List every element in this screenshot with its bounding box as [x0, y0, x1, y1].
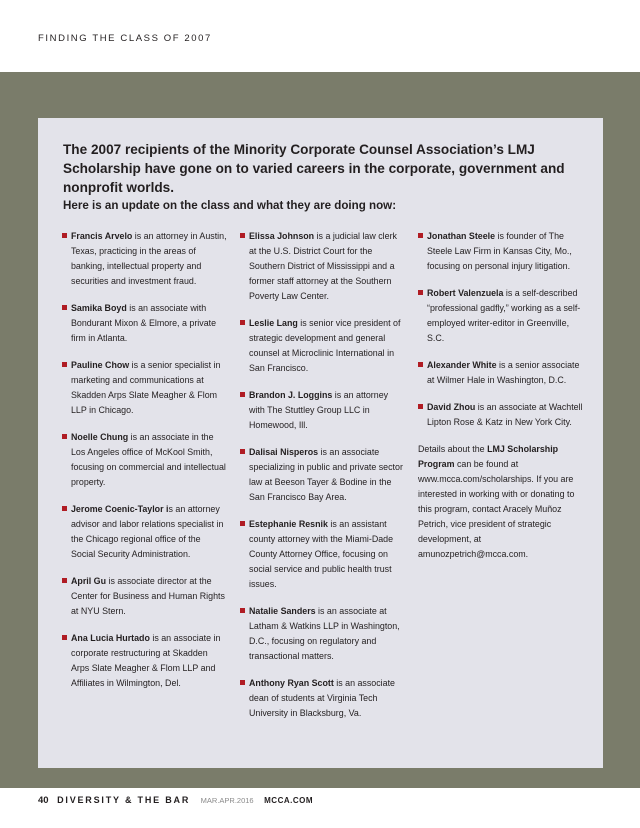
- magazine-title: DIVERSITY & THE BAR: [57, 795, 191, 805]
- recipient-desc: is an associate dean of students at Virginia Tech University in Blacksburg, Va.: [249, 678, 395, 718]
- page-footer: [38, 795, 313, 806]
- list-item: [62, 229, 227, 289]
- bullet-icon: [62, 434, 67, 439]
- recipient-desc: is a senior associate at Wilmer Hale in Washington, D.C.: [427, 360, 580, 385]
- recipient-name: Jonathan Steele: [427, 231, 496, 241]
- recipient-name: Pauline Chow: [71, 360, 130, 370]
- recipient-name: Anthony Ryan Scott: [249, 678, 334, 688]
- recipient-desc: is founder of The Steele Law Firm in Kansas City, Mo., focusing on personal injury litigation.: [427, 231, 572, 271]
- recipient-name: Noelle Chung: [71, 432, 129, 442]
- list-item: [240, 445, 405, 505]
- bullet-icon: [240, 449, 245, 454]
- bullet-icon: [418, 290, 423, 295]
- recipient-desc: is an associate in the Los Angeles office of McKool Smith, focusing on commercial and intellectual property.: [71, 432, 226, 487]
- recipient-desc: is an associate specializing in public and private sector law at Beeson Tayer & Bodine in the San Francisco Bay Area.: [249, 447, 403, 502]
- bullet-icon: [62, 635, 67, 640]
- program-name: LMJ Scholarship Program: [418, 444, 559, 469]
- bullet-icon: [240, 392, 245, 397]
- recipient-name: Dalisai Nisperos: [249, 447, 319, 457]
- list-item: [240, 388, 405, 433]
- recipient-desc: is a senior specialist in marketing and communications at Skadden Arps Slate Meagher & Flom LLP in Chicago.: [71, 360, 221, 415]
- recipient-name: Alexander White: [427, 360, 497, 370]
- recipient-name: Ana Lucia Hurtado: [71, 633, 150, 643]
- list-item: [418, 400, 583, 430]
- subhead: Here is an update on the class and what they are doing now:: [63, 199, 397, 212]
- bullet-icon: [62, 233, 67, 238]
- details-prefix: Details about the: [418, 444, 488, 454]
- bullet-icon: [240, 608, 245, 613]
- bullet-icon: [62, 362, 67, 367]
- list-item: [240, 676, 405, 721]
- recipient-name: Elissa Johnson: [249, 231, 315, 241]
- bullet-icon: [240, 521, 245, 526]
- recipient-desc: is an associate with Bondurant Mixon & Elmore, a private firm in Atlanta.: [71, 303, 217, 343]
- headline: The 2007 recipients of the Minority Corporate Counsel Association’s LMJ Scholarship have gone on to varied careers in the corporate, government and nonprofit worlds.: [63, 142, 565, 195]
- issue-date: MAR.APR.2016: [200, 796, 254, 805]
- recipient-desc: s an attorney advisor and labor relations specialist in the Chicago regional office of the Social Security Administration.: [71, 504, 224, 559]
- recipient-name: Brandon J. Loggins: [249, 390, 333, 400]
- recipient-desc: is an associate at Wachtell Lipton Rose & Katz in New York City.: [427, 402, 583, 427]
- bullet-icon: [240, 320, 245, 325]
- recipient-desc: is senior vice president of strategic development and general counsel at Microclinic International in San Francisco.: [249, 318, 401, 373]
- recipient-desc: is a judicial law clerk at the U.S. District Court for the Southern District of Mississippi and a former staff attorney at the Southern Poverty Law Center.: [249, 231, 397, 301]
- recipient-name: Estephanie Resnik: [249, 519, 328, 529]
- list-item: [418, 358, 583, 388]
- recipient-desc: is associate director at the Center for Business and Human Rights at NYU Stern.: [71, 576, 225, 616]
- recipient-desc: is an associate in corporate restructuring at Skadden Arps Slate Meagher & Flom LLP and Affiliates in Wilmington, Del.: [71, 633, 221, 688]
- recipient-name: David Zhou: [427, 402, 476, 412]
- recipient-name: Samika Boyd: [71, 303, 127, 313]
- list-item: [240, 316, 405, 376]
- list-item: [418, 229, 583, 274]
- recipient-desc: is a self-described “professional gadfly,” working as a self-employed writer-editor in Greenville, S.C.: [427, 288, 581, 343]
- list-item: [240, 229, 405, 304]
- bullet-icon: [418, 233, 423, 238]
- section-label: FINDING THE CLASS OF 2007: [38, 33, 212, 44]
- list-item: [62, 301, 227, 346]
- website-link[interactable]: MCCA.COM: [264, 796, 314, 805]
- bullet-icon: [62, 506, 67, 511]
- recipient-desc: is an attorney in Austin, Texas, practicing in the areas of banking, intellectual property and securities and investment fraud.: [71, 231, 227, 286]
- recipient-name: Francis Arvelo: [71, 231, 133, 241]
- column-2: [240, 229, 405, 733]
- list-item: [62, 358, 227, 418]
- list-item: [240, 517, 405, 592]
- list-item: [418, 286, 583, 346]
- recipient-name: April Gu: [71, 576, 107, 586]
- recipient-desc: is an attorney with The Stuttley Group LLC in Homewood, Ill.: [249, 390, 389, 430]
- recipient-name: Leslie Lang: [249, 318, 298, 328]
- list-item: [62, 430, 227, 490]
- recipient-desc: is an assistant county attorney with the Miami-Dade County Attorney Office, focusing on social service and public health trust issues.: [249, 519, 394, 589]
- list-item: [62, 631, 227, 691]
- recipient-desc: is an associate at Latham & Watkins LLP in Washington, D.C., focusing on regulatory and transactional matters.: [249, 606, 400, 661]
- details-body: can be found at www.mcca.com/scholarships. If you are interested in working with or donating to this program, contact Aracely Muñoz Petrich, vice president of strategic development, at amunozpetrich@mcca.com.: [418, 459, 575, 559]
- bullet-icon: [418, 404, 423, 409]
- bullet-icon: [240, 233, 245, 238]
- scholarship-details: [418, 442, 583, 562]
- recipient-name: Natalie Sanders: [249, 606, 316, 616]
- bullet-icon: [62, 305, 67, 310]
- page-number: 40: [38, 795, 49, 806]
- recipient-name: Jerome Coenic-Taylor i: [71, 504, 169, 514]
- list-item: [62, 574, 227, 619]
- column-1: [62, 229, 227, 703]
- bullet-icon: [240, 680, 245, 685]
- recipient-name: Robert Valenzuela: [427, 288, 504, 298]
- list-item: [62, 502, 227, 562]
- column-3: [418, 229, 583, 562]
- list-item: [240, 604, 405, 664]
- bullet-icon: [418, 362, 423, 367]
- bullet-icon: [62, 578, 67, 583]
